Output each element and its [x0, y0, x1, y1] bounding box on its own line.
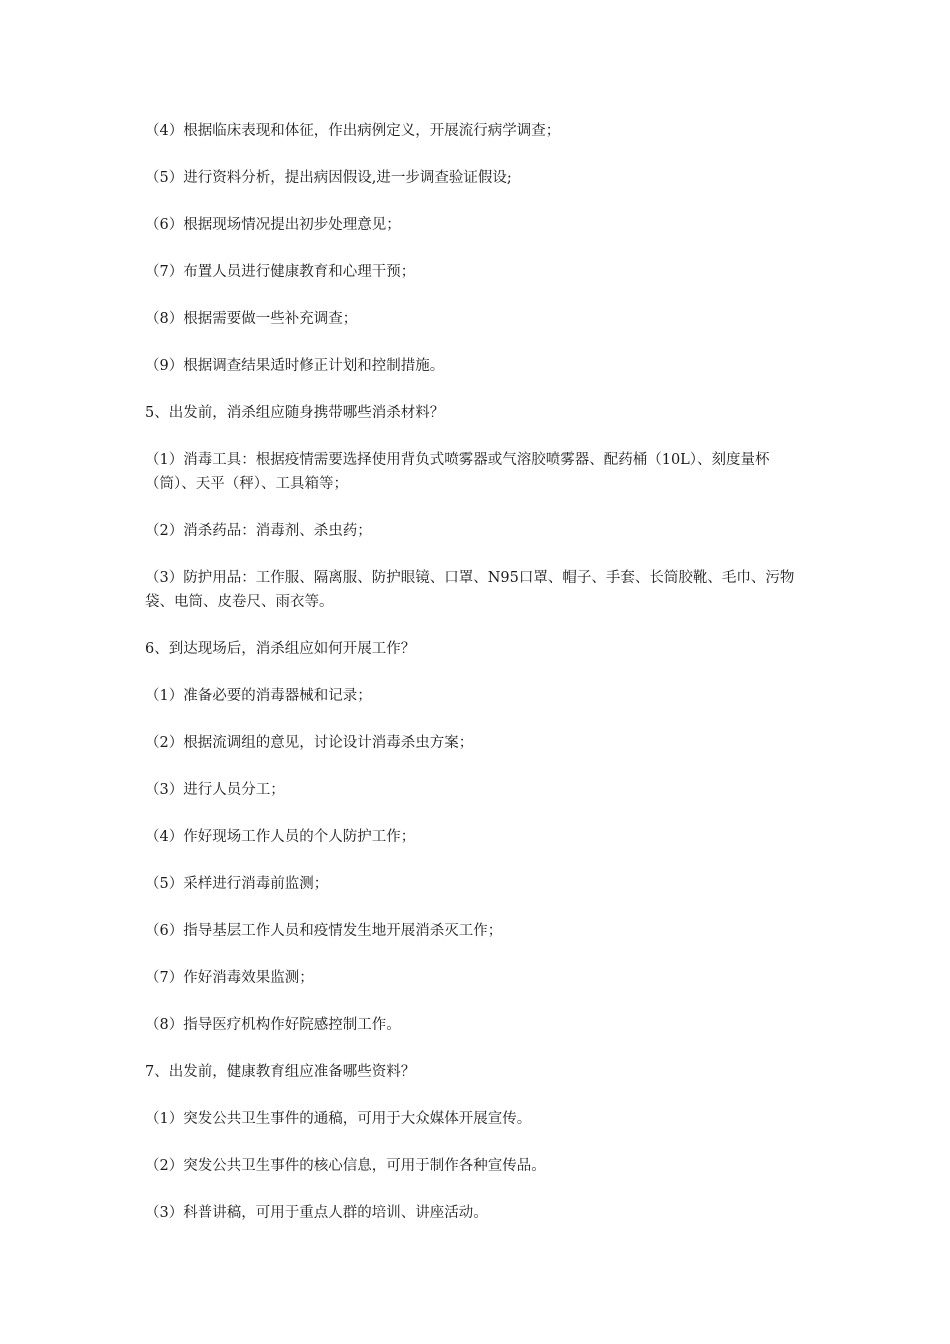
list-item: （3）防护用品：工作服、隔离服、防护眼镜、口罩、N95口罩、帽子、手套、长筒胶靴、毛巾、污物袋、电筒、皮卷尺、雨衣等。: [145, 570, 795, 610]
list-item: （8）指导医疗机构作好院感控制工作。: [145, 1017, 401, 1033]
list-item: （4）作好现场工作人员的个人防护工作；: [145, 829, 416, 845]
section-question: 6、到达现场后，消杀组应如何开展工作？: [145, 641, 416, 657]
list-item: （6）根据现场情况提出初步处理意见；: [145, 217, 401, 233]
document-body: [145, 119, 807, 1248]
list-item: （2）突发公共卫生事件的核心信息，可用于制作各种宣传品。: [145, 1158, 546, 1174]
list-item: （1）消毒工具：根据疫情需要选择使用背负式喷雾器或气溶胶喷雾器、配药桶（10L）、刻度量杯（筒）、天平（秤）、工具箱等；: [145, 452, 770, 492]
list-item: （9）根据调查结果适时修正计划和控制措施。: [145, 358, 445, 374]
list-item: （2）根据流调组的意见，讨论设计消毒杀虫方案；: [145, 735, 474, 751]
list-item: （3）进行人员分工；: [145, 782, 285, 798]
list-item: （4）根据临床表现和体征，作出病例定义，开展流行病学调查；: [145, 123, 561, 139]
list-item: （2）消杀药品：消毒剂、杀虫药；: [145, 523, 372, 539]
list-item: （8）根据需要做一些补充调查；: [145, 311, 358, 327]
section-question: 5、出发前，消杀组应随身携带哪些消杀材料？: [145, 405, 445, 421]
section-question: 7、出发前，健康教育组应准备哪些资料？: [145, 1064, 416, 1080]
list-item: （6）指导基层工作人员和疫情发生地开展消杀灭工作；: [145, 923, 503, 939]
list-item: （5）采样进行消毒前监测；: [145, 876, 329, 892]
list-item: （7）作好消毒效果监测；: [145, 970, 314, 986]
list-item: （5）进行资料分析，提出病因假设,进一步调查验证假设;: [145, 170, 512, 186]
list-item: （1）突发公共卫生事件的通稿，可用于大众媒体开展宣传。: [145, 1111, 532, 1127]
list-item: （1）准备必要的消毒器械和记录；: [145, 688, 372, 704]
list-item: （7）布置人员进行健康教育和心理干预；: [145, 264, 416, 280]
list-item: （3）科普讲稿，可用于重点人群的培训、讲座活动。: [145, 1205, 488, 1221]
